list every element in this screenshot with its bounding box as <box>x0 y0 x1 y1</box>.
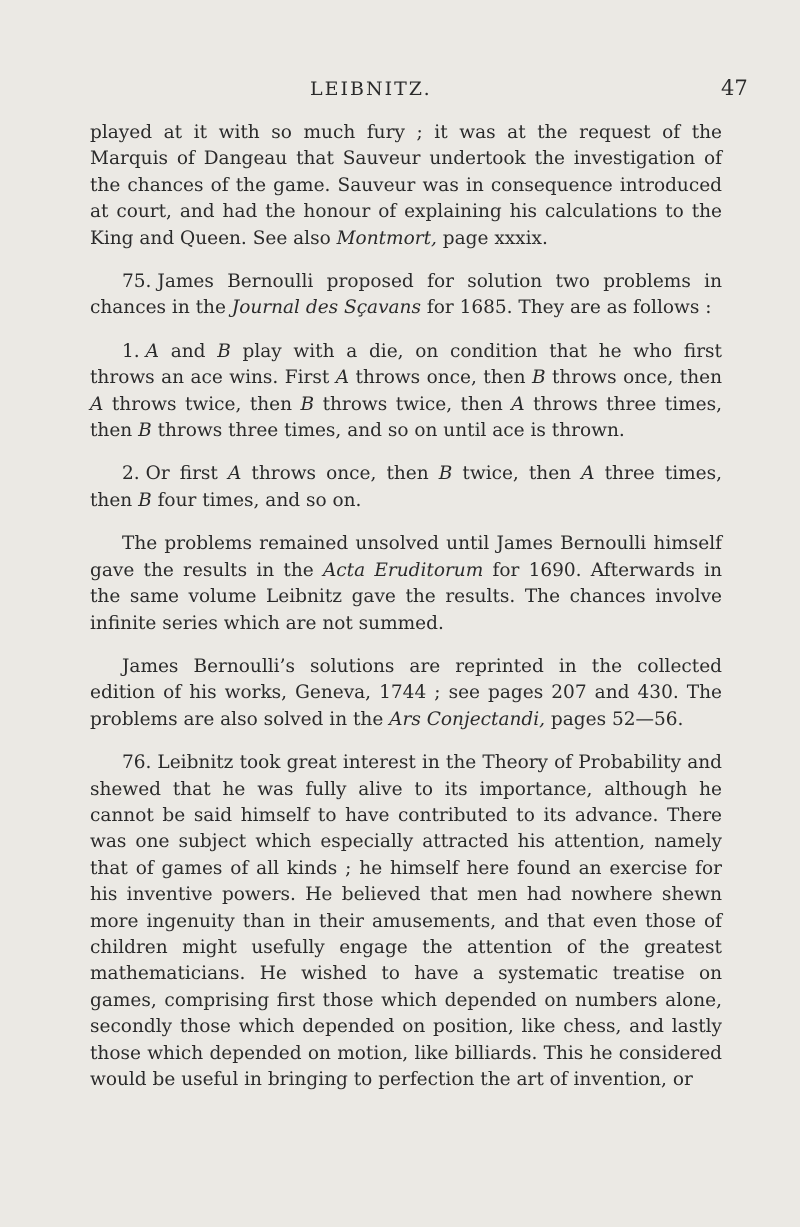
text-run: Or first <box>145 463 228 485</box>
text-run: played at it with so much fury ; it was at the request of the Marquis of Dangeau that Sauveur undertook the investigation of the chances of the game. Sauveur was in consequence introduced at court, and had the honour of explaining his calculations to the King and Queen. See also <box>90 122 722 249</box>
italic-run: B <box>531 367 546 389</box>
italic-run: B <box>300 393 315 415</box>
text-run: twice, then <box>452 463 582 485</box>
paragraph-continuation <box>90 120 722 252</box>
italic-run: A <box>335 367 350 389</box>
problem-number: 1. <box>122 340 140 362</box>
paragraph <box>90 654 722 733</box>
italic-run: Montmort, <box>336 227 437 249</box>
text-run: for 1690. Afterwards in the same volume Leibnitz gave the results. The chances involve infinite series which are not summed. <box>90 559 722 634</box>
text-run: throws twice, then <box>314 393 512 415</box>
italic-run: Ars Conjectandi, <box>389 708 546 730</box>
text-run: throws once, then <box>545 367 722 389</box>
text-run: throws three times, then <box>90 393 722 442</box>
problem-number: 2. <box>122 463 140 485</box>
text-run: James Bernoulli proposed for solution two problems in chances in the <box>90 271 722 319</box>
italic-run: Journal des Sçavans <box>231 297 421 319</box>
text-run: three times, then <box>90 463 723 511</box>
section-number: 76. <box>122 752 152 774</box>
italic-run: A <box>90 393 104 415</box>
text-run: throws once, then <box>349 367 532 389</box>
section-75 <box>90 269 722 322</box>
text-run: play with a die, on condition that he who first throws an ace wins. First <box>90 340 722 389</box>
text-run: throws twice, then <box>103 393 301 415</box>
italic-run: B <box>138 489 152 511</box>
section-number: 75. <box>122 271 152 293</box>
text-run: and <box>159 340 218 362</box>
text-run: pages 52—56. <box>545 708 684 730</box>
italic-run: A <box>145 340 160 362</box>
running-title: LEIBNITZ. <box>310 78 432 100</box>
italic-run: B <box>217 340 231 362</box>
problem-2 <box>90 461 722 514</box>
text-run: page xxxix. <box>436 227 548 249</box>
italic-run: B <box>438 463 453 485</box>
page-number: 47 <box>721 76 748 100</box>
text-run: for 1685. They are as follows : <box>420 297 712 319</box>
text-run: throws once, then <box>241 463 439 485</box>
problem-1 <box>90 339 722 445</box>
italic-run: A <box>227 463 242 485</box>
text-run: four times, and so on. <box>151 489 362 511</box>
section-76 <box>90 750 722 1093</box>
paragraph <box>90 531 722 637</box>
text-run: James Bernoulli’s solutions are reprinted in the collected edition of his works, Geneva, 1744 ; see pages 207 and 430. The problems are also solved in the <box>90 655 722 730</box>
body-text <box>90 120 722 1110</box>
italic-run: A <box>581 463 595 485</box>
italic-run: Acta Eruditorum <box>322 559 484 581</box>
running-header <box>0 78 800 104</box>
italic-run: B <box>138 420 152 442</box>
text-run: throws three times, and so on until ace is thrown. <box>151 420 625 442</box>
text-run: The problems remained unsolved until James Bernoulli himself gave the results in the <box>90 533 722 581</box>
italic-run: A <box>511 393 525 415</box>
text-run: Leibnitz took great interest in the Theory of Probability and shewed that he was fully alive to its importance, although he cannot be said himself to have contributed to its advance. There was one subject which especially attracted his attention, namely that of games of all kinds ; he himself here found an exercise for his inventive powers. He believed that men had nowhere shewn more ingenuity than in their amusements, and that even those of children might usefully engage the attention of the greatest mathematicians. He wished to have a systematic treatise on games, comprising first those which depended on numbers alone, secondly those which depended on position, like chess, and lastly those which depended on motion, like billiards. This he considered would be useful in bringing to perfection the art of invention, or <box>90 752 722 1090</box>
